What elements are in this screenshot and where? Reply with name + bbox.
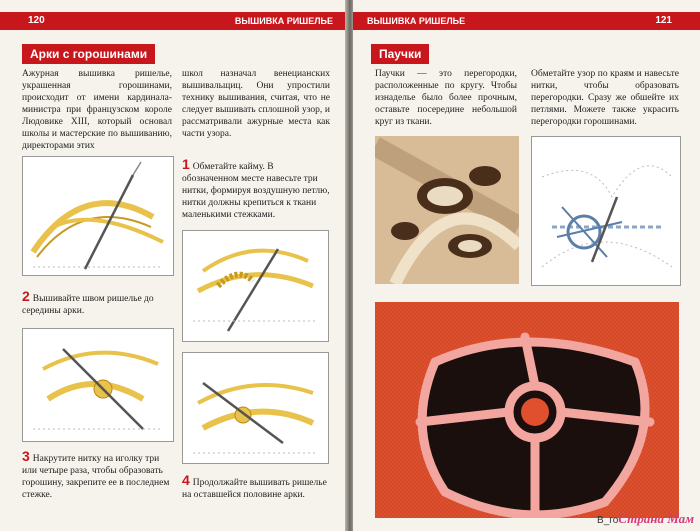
needle-arch-drawing	[23, 157, 173, 275]
step-1-text: Обметайте кайму. В обозначенном месте навесьте три нитки, формируя воздушную петлю, нитки должны крепиться к ткани маленькими стежками.	[182, 162, 330, 220]
richelieu-stitch-drawing	[183, 231, 328, 341]
step-1-illustration	[22, 156, 174, 276]
page-number: 120	[28, 15, 45, 26]
spider-stitch-drawing	[532, 137, 680, 285]
step-4-illustration	[182, 352, 329, 464]
watermark-brand: Страна Мам	[618, 511, 694, 526]
step-2-illustration	[182, 230, 329, 342]
step-4-text: Продолжайте вышивать ришелье на оставшейся половине арки.	[182, 478, 327, 500]
step-1-caption	[182, 158, 330, 221]
intro-column-1: Ажурная вышивка ришелье, украшенная горошинами, происходит от имени кардинала-министра при французском короле Людовике XIII, который основал школы и мастерские по вышиванию, директорами этих	[22, 69, 172, 151]
running-header-right	[353, 12, 700, 30]
watermark-prefix: В_го	[597, 515, 619, 526]
intro-column-2: школ назначал венецианских вышивальщиц. Они упростили технику вышивания, считая, что не следует вышивать сплошной узор, и рассматривали ажурные места как части узора.	[182, 69, 330, 139]
step-2-caption	[22, 290, 172, 317]
right-page	[353, 0, 700, 531]
step-4-caption	[182, 474, 330, 501]
text-column-1: Паучки — это перегородки, расположенные по кругу. Чтобы изнаделье было более прочным, оставьте посередине небольшой круг из ткани.	[375, 69, 517, 127]
step-3-number: 3	[22, 448, 30, 464]
step-3-text: Накрутите нитку на иголку три или четыре раза, чтобы образовать горошину, закрепите ее в последнем стежке.	[22, 454, 170, 500]
step-3-illustration	[22, 328, 174, 442]
pearl-knot-drawing	[23, 329, 173, 441]
lace-photo	[375, 136, 519, 284]
page-number: 121	[655, 15, 672, 26]
cutwork-lace-image	[375, 136, 519, 284]
spider-lace-photo	[375, 302, 679, 518]
spider-diagram	[531, 136, 681, 286]
running-head-title: ВЫШИВКА РИШЕЛЬЕ	[234, 16, 333, 26]
step-2-text: Вышивайте швом ришелье до середины арки.	[22, 294, 154, 316]
finish-arch-drawing	[183, 353, 328, 463]
running-head-title: ВЫШИВКА РИШЕЛЬЕ	[367, 16, 466, 26]
running-header-left	[0, 12, 347, 30]
step-2-number: 2	[22, 288, 30, 304]
step-3-caption	[22, 450, 172, 501]
section-title: Арки с горошинами	[22, 44, 155, 64]
step-4-number: 4	[182, 472, 190, 488]
red-linen-spider-image	[375, 302, 679, 518]
step-1-number: 1	[182, 156, 190, 172]
section-title: Паучки	[371, 44, 429, 64]
left-page	[0, 0, 347, 531]
watermark	[597, 511, 694, 527]
text-column-2: Обметайте узор по краям и навесьте нитки, чтобы образовать перегородки. Сразу же обшейте их петлями. Можете также украсить перегородки горошинами.	[531, 69, 679, 127]
